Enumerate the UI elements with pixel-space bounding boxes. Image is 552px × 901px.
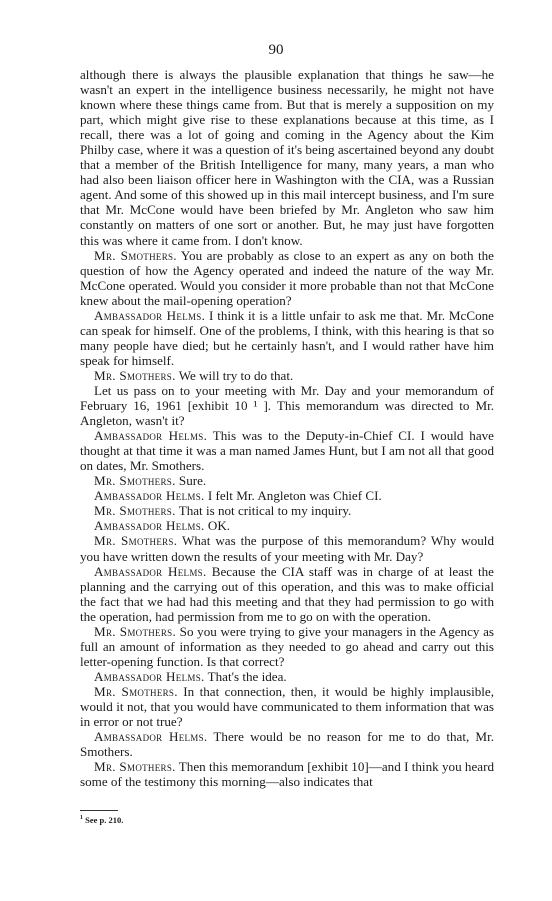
paragraph-text: So you were trying to give your managers in the Agency as full an amount of information as they needed to go ahead and carry out this letter-opening function. Is that correct?	[80, 623, 494, 669]
speaker-name: Ambassador Helms.	[94, 428, 208, 444]
paragraph-text: OK.	[204, 518, 231, 534]
paragraph	[80, 503, 494, 518]
speaker-name: Mr. Smothers.	[94, 367, 176, 383]
speaker-name: Ambassador Helms.	[94, 488, 205, 504]
speaker-name: Mr. Smothers.	[94, 759, 176, 775]
paragraph	[80, 564, 494, 624]
paragraph-text: What was the purpose of this memorandum? Why would you have written down the results of your meeting with Mr. Day?	[80, 533, 494, 564]
speaker-name: Mr. Smothers.	[94, 503, 176, 519]
speaker-name: Mr. Smothers.	[94, 683, 178, 699]
speaker-name: Mr. Smothers.	[94, 473, 176, 489]
paragraph	[80, 67, 494, 248]
paragraph-text: We will try to do that.	[175, 367, 294, 383]
paragraph	[80, 684, 494, 729]
speaker-name: Mr. Smothers.	[94, 247, 177, 263]
paragraph	[80, 759, 494, 789]
paragraph-text: You are probably as close to an expert as any on both the question of how the Agency operated and indeed the nature of the way Mr. McCone operated. Would you consider it more probable than not that McCone knew about the mail-opening operation?	[80, 247, 494, 308]
speaker-name: Mr. Smothers.	[94, 533, 178, 549]
speaker-name: Ambassador Helms.	[94, 729, 208, 745]
paragraph	[80, 488, 494, 503]
footnote	[80, 815, 123, 825]
paragraph	[80, 533, 494, 563]
paragraph-text: I think it is a little unfair to ask me that. Mr. McCone can speak for himself. One of the problems, I think, with this hearing is that so many people have died; but he certainly hasn't, and I would rather have him speak for himself.	[80, 307, 494, 368]
footnote-divider	[80, 810, 118, 811]
paragraph	[80, 518, 494, 533]
paragraph-text: That's the idea.	[204, 668, 287, 684]
paragraph	[80, 473, 494, 488]
paragraph	[80, 624, 494, 669]
speaker-name: Ambassador Helms.	[94, 563, 207, 579]
paragraph-text: There would be no reason for me to do that, Mr. Smothers.	[80, 729, 494, 760]
paragraph-text: In that connection, then, it would be highly implausible, would it not, that you would have communicated to them information that was in error or not true?	[80, 683, 494, 730]
paragraph-text: I felt Mr. Angleton was Chief CI.	[204, 488, 382, 504]
paragraph	[80, 729, 494, 759]
speaker-name: Ambassador Helms.	[94, 668, 205, 684]
paragraph-text: although there is always the plausible explanation that things he saw—he wasn't an expert in the intelligence business necessarily, he might not have known where these things came from. But that is merely a supposition on my part, which might give rise to these explanations because at this time, as I recall, there was a lot of going and coming in the Agency about the Kim Philby case, where it was a question of it's being ascertained beyond any doubt that a member of the British Intelligence for many, many years, a man who had also been liaison officer here in Washington with the CIA, was a Russian agent. And some of this showed up in this mail intercept business, and I'm sure that Mr. McCone would have been briefed by Mr. Angleton who saw him constantly on matters of one sort or another. But, he may just have forgotten this was where it came from. I don't know.	[80, 67, 494, 248]
paragraph-text: Because the CIA staff was in charge of at least the planning and the carrying out of this operation, and this was to make official the fact that we had had this meeting and that they had permission to go with the operation, had permission from me to go on with the operation.	[80, 563, 494, 624]
paragraph	[80, 428, 494, 473]
page-number: 90	[268, 42, 284, 58]
testimony-text	[80, 67, 494, 789]
speaker-name: Ambassador Helms.	[94, 518, 205, 534]
paragraph-text: Then this memorandum [exhibit 10]—and I think you heard some of the testimony this morning—also indicates that	[80, 759, 494, 790]
speaker-name: Ambassador Helms.	[94, 307, 206, 323]
paragraph-text: This was to the Deputy-in-Chief CI. I would have thought at that time it was a man named James Hunt, but I am not all that good on dates, Mr. Smothers.	[80, 428, 494, 474]
speaker-name: Mr. Smothers.	[94, 623, 177, 639]
paragraph	[80, 368, 494, 383]
paragraph-text: Sure.	[175, 473, 207, 489]
paragraph	[80, 383, 494, 428]
paragraph-text: That is not critical to my inquiry.	[175, 503, 352, 519]
paragraph	[80, 308, 494, 368]
paragraph	[80, 248, 494, 308]
footnote-text: See p. 210.	[83, 815, 124, 825]
footnote-marker: 1	[80, 815, 83, 822]
paragraph	[80, 669, 494, 684]
paragraph-text: Let us pass on to your meeting with Mr. Day and your memorandum of February 16, 1961 [exhibit 10 ¹ ]. This memorandum was directed to Mr. Angleton, wasn't it?	[80, 382, 494, 429]
